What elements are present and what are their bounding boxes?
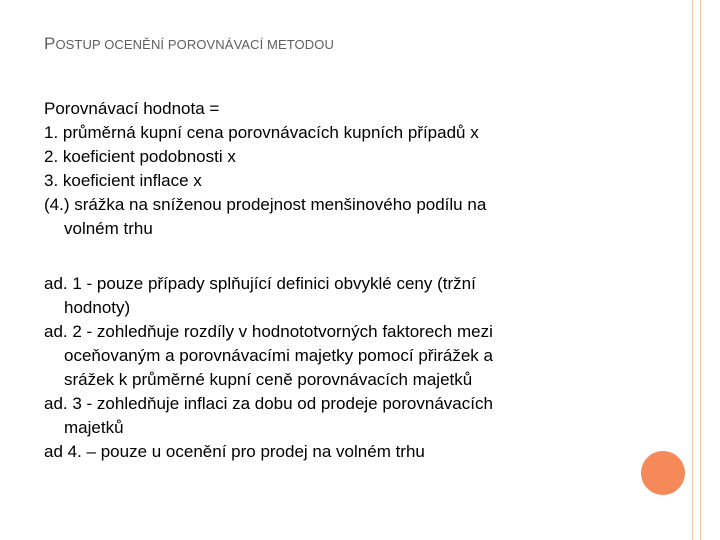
formula-item-3: 3. koeficient inflace x: [44, 171, 202, 190]
note-ad3: ad. 3 - zohledňuje inflaci za dobu od prodeje porovnávacích: [44, 394, 493, 413]
formula-item-4-continued: volném trhu: [64, 219, 153, 238]
note-ad3-continued: majetků: [64, 418, 124, 437]
formula-block: [44, 97, 604, 241]
slide-title-initial: P: [44, 34, 56, 53]
decorative-vertical-line-left: [692, 0, 693, 540]
formula-item-2: 2. koeficient podobnosti x: [44, 147, 236, 166]
note-ad2-continued-1: oceňovaným a porovnávacími majetky pomocí přirážek a: [64, 346, 493, 365]
formula-heading: Porovnávací hodnota =: [44, 99, 220, 118]
slide-title-rest: OSTUP OCENĚNÍ POROVNÁVACÍ METODOU: [55, 37, 334, 52]
note-ad4: ad 4. – pouze u ocenění pro prodej na volném trhu: [44, 442, 425, 461]
formula-item-1: 1. průměrná kupní cena porovnávacích kupních případů x: [44, 123, 479, 142]
notes-block: [44, 272, 604, 464]
note-ad1-continued: hodnoty): [64, 298, 131, 317]
slide-title: [44, 34, 334, 54]
decorative-vertical-line-right: [700, 0, 701, 540]
note-ad2: ad. 2 - zohledňuje rozdíly v hodnototvorných faktorech mezi: [44, 322, 493, 341]
note-ad2-continued-2: srážek k průměrné kupní ceně porovnávacích majetků: [64, 370, 473, 389]
note-ad1: ad. 1 - pouze případy splňující definici obvyklé ceny (tržní: [44, 274, 476, 293]
slide-body: [44, 97, 604, 464]
formula-item-4: (4.) srážka na sníženou prodejnost menšinového podílu na: [44, 195, 487, 214]
paragraph-gap: [44, 241, 604, 272]
decorative-orange-circle: [641, 451, 685, 495]
